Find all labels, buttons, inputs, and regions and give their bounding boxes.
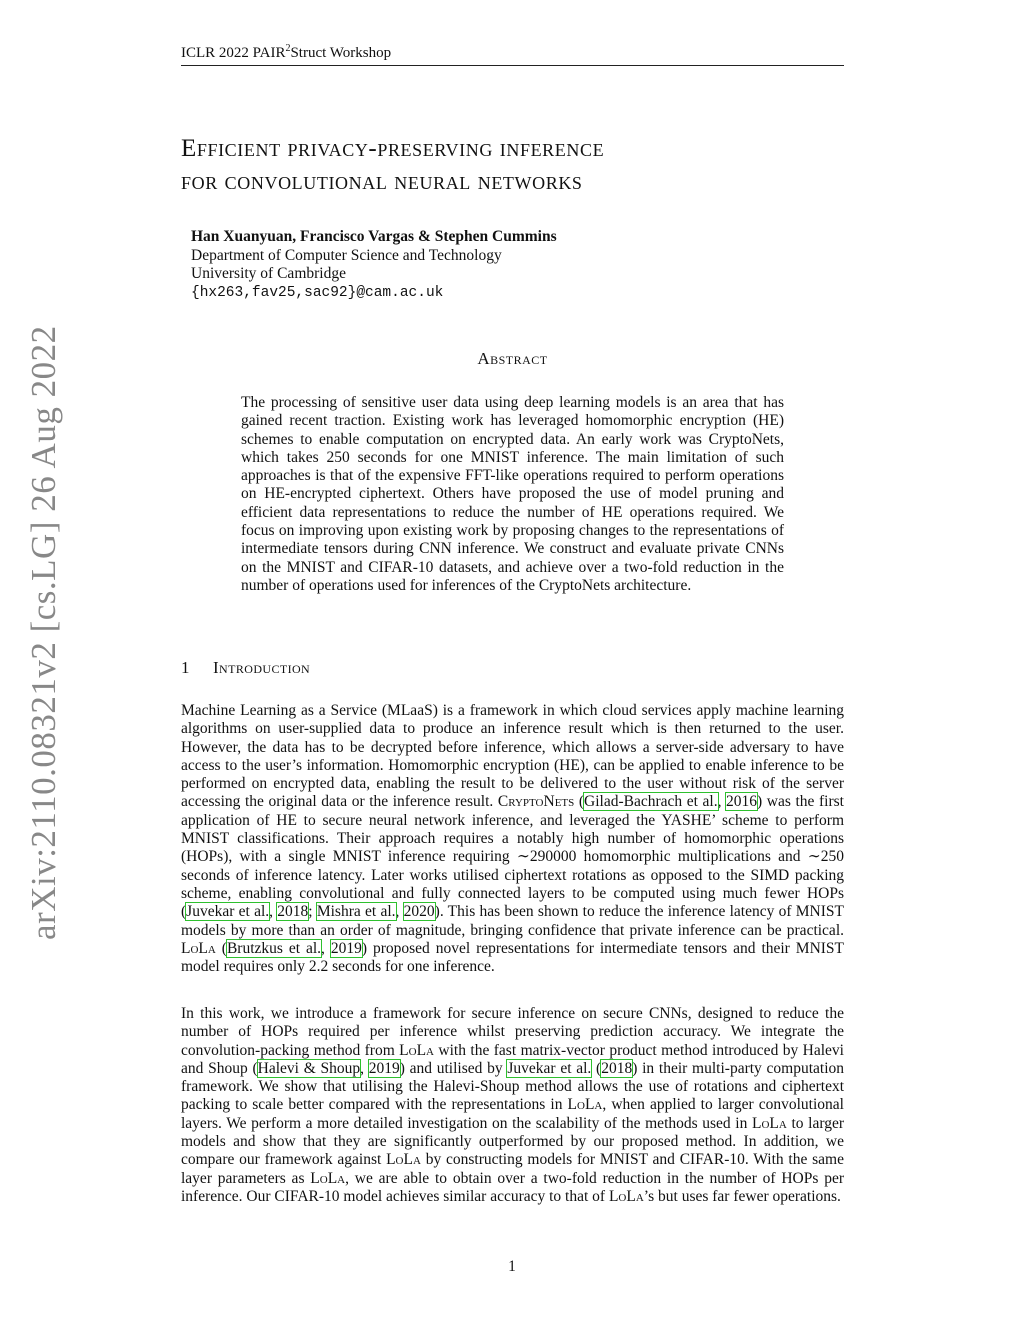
citation-link[interactable]: Juvekar et al. [507, 1059, 592, 1077]
title-line-2: for convolutional neural networks [181, 168, 583, 195]
lola-name: LoLa [752, 1114, 787, 1132]
author-email[interactable]: {hx263,fav25,sac92}@cam.ac.uk [191, 284, 444, 301]
abstract-heading: Abstract [477, 349, 548, 368]
citation-year-link[interactable]: 2020 [403, 903, 435, 921]
text: ) proposed novel representations for intermediate tensors and their MNIST model requires only 2.2 seconds for one inference. [181, 939, 845, 976]
header-suffix: Struct Workshop [290, 45, 392, 61]
text: ) in their multi-party computation framework. We show that utilising the Halevi-Shoup method allows the use of rotations and ciphertext packing to scale better compared with the representations in [181, 1059, 845, 1114]
text: , [321, 939, 331, 957]
lola-name: LoLa [181, 939, 216, 957]
citation-year-link[interactable]: 2016 [726, 793, 758, 811]
header-superscript: 2 [285, 43, 291, 54]
section-title: Introduction [213, 658, 311, 677]
author-department: Department of Computer Science and Technology [191, 246, 502, 264]
citation-year-link[interactable]: 2018 [601, 1059, 633, 1077]
abstract-text: The processing of sensitive user data using deep learning models is an area that has gained recent traction. Existing work has leveraged homomorphic encryption (HE) schemes to enable computation on encrypted data. An early work was CryptoNets, which takes 250 seconds for one MNIST inference. The main limitation of such approaches is that of the expensive FFT-like operations required to perform operations on HE-encrypted ciphertext. Others have proposed the use of model pruning and efficient data representations to reduce the number of HE operations required. We focus on improving upon existing work by proposing changes to the representations of intermediate tensors during CNN inference. We construct and evaluate private CNNs on the MNIST and CIFAR-10 datasets, and achieve over a two-fold reduction in the number of operations used for inferences of the CryptoNets architecture. [241, 394, 784, 594]
text: , [360, 1059, 369, 1077]
running-header [181, 43, 844, 66]
citation-year-link[interactable]: 2018 [277, 903, 309, 921]
text: , we are able to obtain over a two-fold reduction in the number of HOPs per inference. Our CIFAR-10 model achieves similar accuracy to that of [181, 1169, 844, 1205]
lola-name: LoLa [608, 1187, 644, 1205]
text: ) was the first application of HE to secure neural network inference, and leveraged the YASHE’ scheme to perform MNIST classifications. Their approach requires a notably high number of homomorphic operations (HOPs), with a single MNIST inference requiring ∼290000 homomorphic multiplications and ∼250 seconds of inference latency. Later works utilised ciphertext rotations as opposed to the SIMD packing scheme, enabling convolutional and fully connected layers to be computed using much fewer HOPs ( [181, 793, 844, 921]
citation-link[interactable]: Gilad-Bachrach et al. [584, 793, 718, 811]
citation-link[interactable]: Mishra et al. [316, 903, 396, 921]
lola-name: LoLa [567, 1096, 603, 1114]
intro-paragraph-1 [181, 702, 844, 976]
lola-name: LoLa [399, 1041, 434, 1059]
citation-year-link[interactable]: 2019 [368, 1059, 400, 1077]
intro-paragraph-2 [181, 1005, 844, 1206]
text: ( [591, 1059, 602, 1077]
paper-title [181, 132, 844, 198]
text: , [269, 903, 278, 921]
text: by constructing models for MNIST and CIFAR-10. With the same layer parameters as [181, 1151, 844, 1187]
text: to larger models and show that they are significantly outperformed by our proposed method. In addition, we compare our framework against [181, 1114, 844, 1169]
header-prefix: ICLR 2022 PAIR [181, 45, 286, 61]
text: In this work, we introduce a framework for secure inference on secure CNNs, designed to reduce the number of HOPs required per inference whilst preserving prediction accuracy. We integrate the convolution-packing method from [181, 1005, 844, 1059]
text: ; [308, 903, 317, 921]
page-number: 1 [508, 1258, 516, 1275]
cryptonets-name: CryptoNets [497, 793, 575, 811]
author-block [191, 228, 557, 302]
author-university: University of Cambridge [191, 265, 346, 282]
text: , [717, 793, 727, 811]
title-line-1: Efficient privacy-preserving inference [181, 135, 605, 162]
text: , [395, 903, 404, 921]
citation-link[interactable]: Juvekar et al. [186, 903, 270, 921]
text: ’s but uses far fewer operations. [643, 1187, 841, 1205]
lola-name: LoLa [310, 1169, 346, 1187]
text: , when applied to larger convolutional layers. We perform a more detailed investigation on the scalability of the methods used in [181, 1096, 844, 1132]
text: ). This has been shown to reduce the inference latency of MNIST models by more than an order of magnitude, bringing confidence that private inference can be practical. [181, 903, 845, 939]
text: with the fast matrix-vector product method introduced by Halevi and Shoup ( [181, 1041, 844, 1077]
text: ) and utilised by [399, 1059, 508, 1077]
text: ( [574, 793, 585, 811]
section-number: 1 [181, 658, 190, 677]
section-heading-introduction [181, 658, 310, 678]
citation-link[interactable]: Brutzkus et al. [226, 939, 322, 957]
citation-link[interactable]: Halevi & Shoup [257, 1059, 361, 1077]
lola-name: LoLa [386, 1151, 421, 1169]
author-names: Han Xuanyuan, Francisco Vargas & Stephen Cummins [191, 228, 557, 245]
text: Machine Learning as a Service (MLaaS) is a framework in which cloud services apply machine learning algorithms on user-supplied data to produce an inference result which is then returned to the user. However, the data has to be decrypted before inference, which allows a server-side adversary to have access to the user’s information. Homomorphic encryption (HE), can be applied to enable inference to be performed on encrypted data, enabling the result to be delivered to the user without risk of the server accessing the original data or the inference result. [181, 702, 844, 811]
text: ( [215, 939, 227, 957]
citation-year-link[interactable]: 2019 [330, 939, 362, 957]
arxiv-identifier: arXiv:2110.08321v2 [cs.LG] 26 Aug 2022 [24, 325, 63, 940]
